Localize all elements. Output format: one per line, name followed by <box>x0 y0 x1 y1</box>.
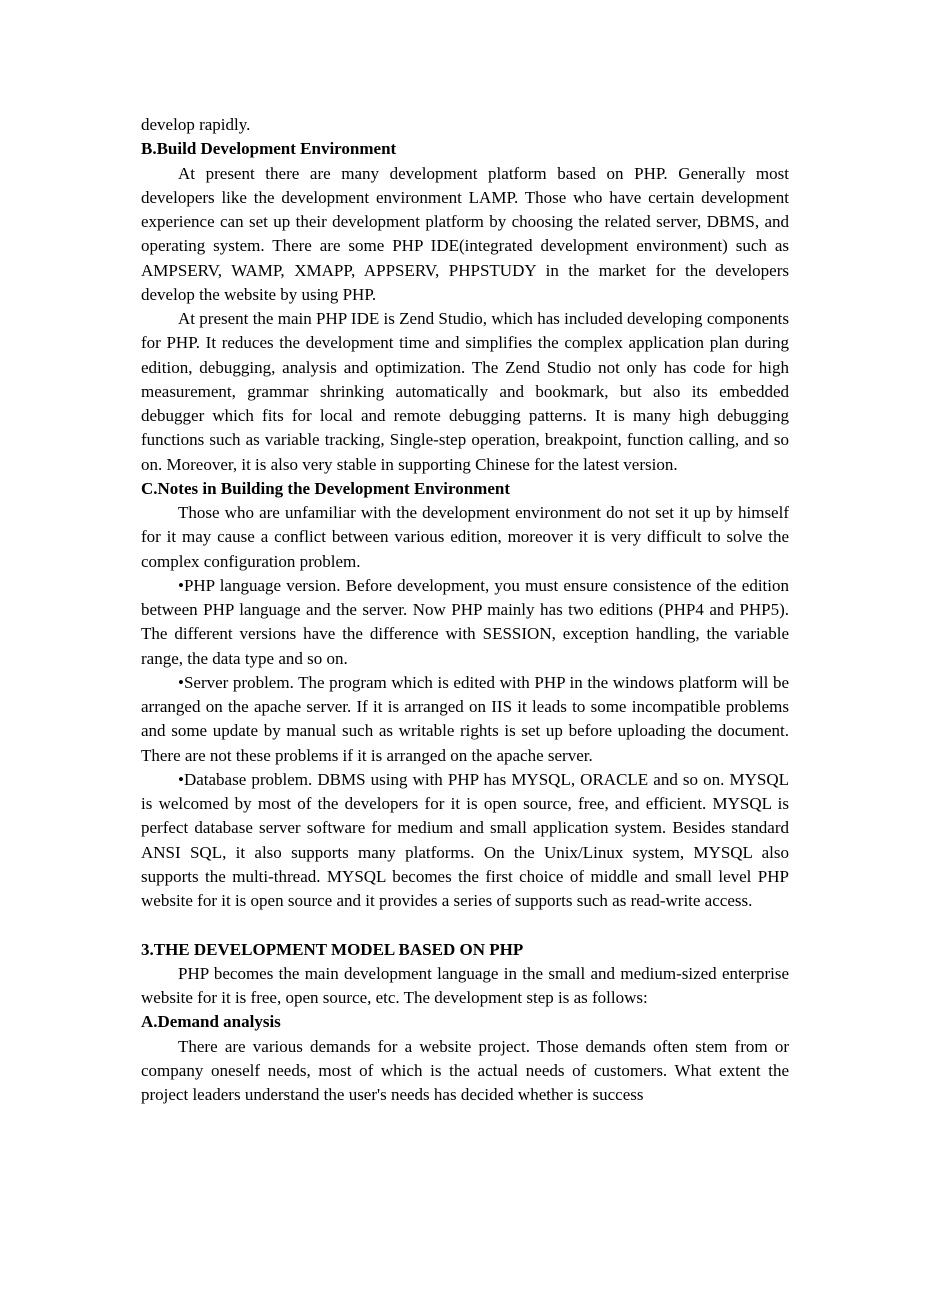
section-heading-b: B.Build Development Environment <box>141 139 397 159</box>
intro-line: develop rapidly. <box>141 115 251 134</box>
section-heading-3: 3.THE DEVELOPMENT MODEL BASED ON PHP <box>141 939 524 959</box>
paragraph-c4-database-problem: •Database problem. DBMS using with PHP has MYSQL, ORACLE and so on. MYSQL is welcomed by most of the developers for it is open source, free, and efficient. MYSQL is perfect database server software for medium and small application system. Besides standard ANSI SQL, it also supports many platforms. On the Unix/Linux system, MYSQL also supports the multi-thread. MYSQL becomes the first choice of middle and small level PHP website for it is open source and it provides a series of supports such as read-write access. <box>141 769 789 910</box>
paragraph-c3-server-problem: •Server problem. The program which is edited with PHP in the windows platform will be arranged on the apache server. If it is arranged on IIS it leads to some incompatible problems and some update by manual such as writable rights is set up before uploading the document. There are not these problems if it is arranged on the apache server. <box>141 672 789 765</box>
section-spacer <box>141 913 789 937</box>
paragraph-c1: Those who are unfamiliar with the development environment do not set it up by himself for it may cause a conflict between various edition, moreover it is very difficult to solve the complex configuration problem. <box>141 503 789 571</box>
paragraph-3: PHP becomes the main development language in the small and medium-sized enterprise website for it is free, open source, etc. The development step is as follows: <box>141 963 789 1007</box>
paragraph-b2: At present the main PHP IDE is Zend Studio, which has included developing components for PHP. It reduces the development time and simplifies the complex application plan during edition, debugging, analysis and optimization. The Zend Studio not only has code for high measurement, grammar shrinking automatically and bookmark, but also its embedded debugger which fits for local and remote debugging patterns. It is many high debugging functions such as variable tracking, Single-step operation, breakpoint, function calling, and so on. Moreover, it is also very stable in supporting Chinese for the latest version. <box>141 309 789 474</box>
section-heading-a: A.Demand analysis <box>141 1012 281 1032</box>
paragraph-c2-php-version: •PHP language version. Before development, you must ensure consistence of the edition between PHP language and the server. Now PHP mainly has two editions (PHP4 and PHP5). The different versions have the difference with SESSION, exception handling, the variable range, the data type and so on. <box>141 575 789 668</box>
paragraph-b1: At present there are many development platform based on PHP. Generally most developers like the development environment LAMP. Those who have certain development experience can set up their development platform by choosing the related server, DBMS, and operating system. There are some PHP IDE(integrated development environment) such as AMPSERV, WAMP, XMAPP, APPSERV, PHPSTUDY in the market for the developers develop the website by using PHP. <box>141 163 789 304</box>
paragraph-a: There are various demands for a website project. Those demands often stem from or company oneself needs, most of which is the actual needs of customers. What extent the project leaders understand the user's needs has decided whether is success <box>141 1036 789 1104</box>
document-page <box>141 113 789 1107</box>
section-heading-c: C.Notes in Building the Development Environment <box>141 478 510 498</box>
